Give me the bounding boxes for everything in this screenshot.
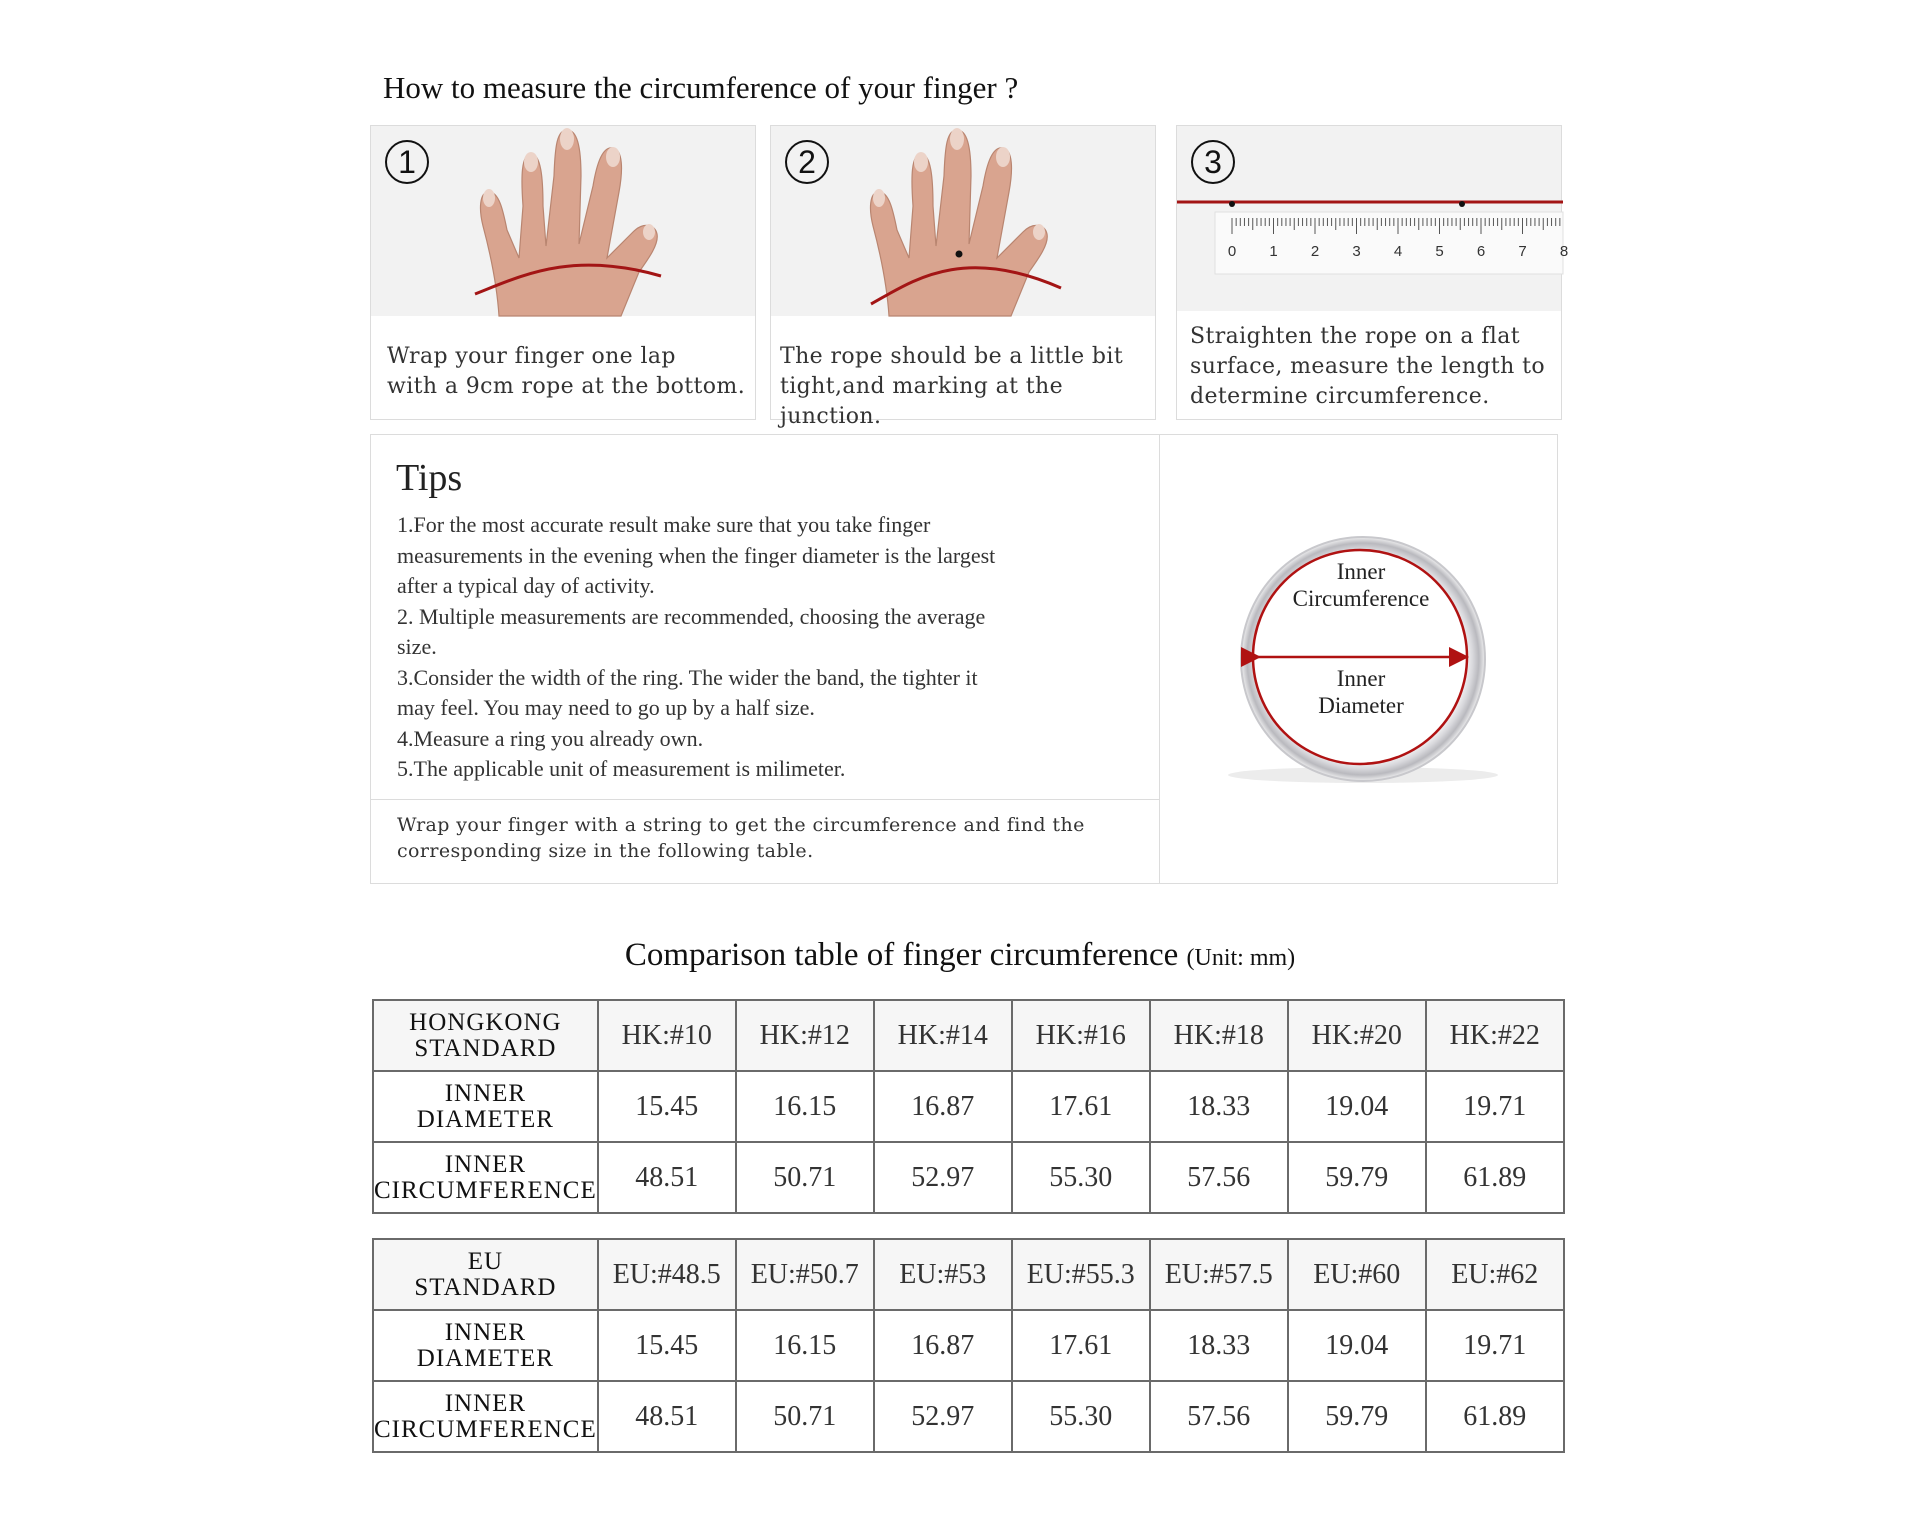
step-caption-line: surface, measure the length to xyxy=(1190,354,1545,379)
tips-line: measurements in the evening when the finger diameter is the largest xyxy=(397,542,996,568)
tips-line: 3.Consider the width of the ring. The wider the band, the tighter it xyxy=(397,664,978,690)
value-cell: 59.79 xyxy=(1288,1381,1426,1452)
value-cell: 48.51 xyxy=(598,1142,736,1213)
ruler-number: 7 xyxy=(1518,243,1527,260)
value-cell: 55.30 xyxy=(1012,1381,1150,1452)
step-caption-line: tight,and marking at the junction. xyxy=(780,374,1064,429)
size-cell: EU:#48.5 xyxy=(598,1239,736,1310)
tips-list xyxy=(397,510,1157,785)
value-cell: 16.87 xyxy=(874,1310,1012,1381)
step-caption-line: with a 9cm rope at the bottom. xyxy=(387,374,746,399)
row-header: INNER DIAMETER xyxy=(373,1310,598,1381)
value-cell: 55.30 xyxy=(1012,1142,1150,1213)
value-cell: 17.61 xyxy=(1012,1310,1150,1381)
row-header: INNER CIRCUMFERENCE xyxy=(373,1381,598,1452)
table-title-text: Comparison table of finger circumference xyxy=(624,937,1179,973)
tips-line: size. xyxy=(397,634,437,659)
table-unit: (Unit: mm) xyxy=(1186,945,1296,971)
value-cell: 15.45 xyxy=(598,1310,736,1381)
value-cell: 18.33 xyxy=(1150,1310,1288,1381)
tips-note xyxy=(397,812,1157,864)
row-header: HONGKONG STANDARD xyxy=(373,1000,598,1071)
ruler-number: 4 xyxy=(1393,243,1403,260)
size-cell: EU:#62 xyxy=(1426,1239,1564,1310)
step-caption-line: The rope should be a little bit xyxy=(780,344,1124,369)
table-title xyxy=(0,937,1920,974)
size-cell: HK:#12 xyxy=(736,1000,874,1071)
value-cell: 61.89 xyxy=(1426,1381,1564,1452)
ruler-number: 3 xyxy=(1352,243,1361,260)
value-cell: 16.15 xyxy=(736,1071,874,1142)
ring-diagram xyxy=(1160,435,1557,883)
size-cell: HK:#18 xyxy=(1150,1000,1288,1071)
step-caption-line: Wrap your finger one lap xyxy=(387,344,676,369)
tips-line: 2. Multiple measurements are recommended, choosing the average xyxy=(397,603,986,629)
table-row xyxy=(373,1071,1564,1142)
ring-label: Inner xyxy=(1336,666,1386,691)
step-caption-line: Straighten the rope on a flat xyxy=(1190,324,1520,349)
value-cell: 16.87 xyxy=(874,1071,1012,1142)
ruler-number: 0 xyxy=(1227,243,1237,260)
tips-note-line: corresponding size in the following table. xyxy=(397,840,814,862)
value-cell: 18.33 xyxy=(1150,1071,1288,1142)
tips-line: after a typical day of activity. xyxy=(397,573,655,598)
table-row xyxy=(373,1310,1564,1381)
value-cell: 50.71 xyxy=(736,1142,874,1213)
value-cell: 19.71 xyxy=(1426,1071,1564,1142)
row-header: INNER CIRCUMFERENCE xyxy=(373,1142,598,1213)
step-number-badge: 1 xyxy=(385,140,429,184)
value-cell: 16.15 xyxy=(736,1310,874,1381)
size-cell: HK:#14 xyxy=(874,1000,1012,1071)
value-cell: 19.71 xyxy=(1426,1310,1564,1381)
step-number-badge: 3 xyxy=(1191,140,1235,184)
step-card-1 xyxy=(370,125,756,420)
ruler-photo xyxy=(1177,126,1569,311)
value-cell: 15.45 xyxy=(598,1071,736,1142)
size-cell: EU:#57.5 xyxy=(1150,1239,1288,1310)
row-header: EU STANDARD xyxy=(373,1239,598,1310)
tips-note-line: Wrap your finger with a string to get the circumference and find the xyxy=(397,814,1085,836)
size-cell: HK:#20 xyxy=(1288,1000,1426,1071)
tips-line: 5.The applicable unit of measurement is milimeter. xyxy=(397,756,846,781)
ruler-number: 5 xyxy=(1435,243,1444,260)
value-cell: 52.97 xyxy=(874,1142,1012,1213)
tips-divider xyxy=(371,799,1159,800)
size-cell: EU:#55.3 xyxy=(1012,1239,1150,1310)
tips-line: 1.For the most accurate result make sure that you take finger xyxy=(397,512,931,537)
step-number-badge: 2 xyxy=(785,140,829,184)
value-cell: 57.56 xyxy=(1150,1381,1288,1452)
size-cell: EU:#53 xyxy=(874,1239,1012,1310)
size-cell: EU:#60 xyxy=(1288,1239,1426,1310)
ruler-number: 8 xyxy=(1559,243,1569,260)
ruler-number: 6 xyxy=(1476,243,1486,260)
hand-illustration xyxy=(771,126,1157,316)
size-cell: EU:#50.7 xyxy=(736,1239,874,1310)
table-row xyxy=(373,1142,1564,1213)
tips-line: 4.Measure a ring you already own. xyxy=(397,725,704,751)
hand-illustration xyxy=(371,126,757,316)
hk-size-table xyxy=(372,999,1565,1214)
table-row xyxy=(373,1239,1564,1310)
tips-line: may feel. You may need to go up by a half size. xyxy=(397,695,815,720)
table-row xyxy=(373,1000,1564,1071)
value-cell: 59.79 xyxy=(1288,1142,1426,1213)
value-cell: 52.97 xyxy=(874,1381,1012,1452)
step-caption-line: determine circumference. xyxy=(1190,384,1490,409)
ruler-number: 1 xyxy=(1269,243,1278,260)
tips-title: Tips xyxy=(396,457,463,499)
value-cell: 61.89 xyxy=(1426,1142,1564,1213)
value-cell: 19.04 xyxy=(1288,1071,1426,1142)
eu-size-table xyxy=(372,1238,1565,1453)
value-cell: 19.04 xyxy=(1288,1310,1426,1381)
value-cell: 57.56 xyxy=(1150,1142,1288,1213)
value-cell: 48.51 xyxy=(598,1381,736,1452)
page-heading: How to measure the circumference of your finger ? xyxy=(383,70,1019,105)
ruler-illustration xyxy=(1177,126,1569,311)
ring-label: Inner xyxy=(1336,559,1386,584)
step-card-3 xyxy=(1176,125,1569,420)
ring-label: Circumference xyxy=(1292,586,1430,611)
step-card-2 xyxy=(770,125,1156,429)
ring-label: Diameter xyxy=(1318,693,1404,718)
value-cell: 50.71 xyxy=(736,1381,874,1452)
table-row xyxy=(373,1381,1564,1452)
value-cell: 17.61 xyxy=(1012,1071,1150,1142)
row-header: INNER DIAMETER xyxy=(373,1071,598,1142)
ruler-number: 2 xyxy=(1310,243,1320,260)
hand-photo xyxy=(771,126,1155,316)
size-cell: HK:#10 xyxy=(598,1000,736,1071)
size-cell: HK:#16 xyxy=(1012,1000,1150,1071)
size-cell: HK:#22 xyxy=(1426,1000,1564,1071)
hand-photo xyxy=(371,126,755,316)
